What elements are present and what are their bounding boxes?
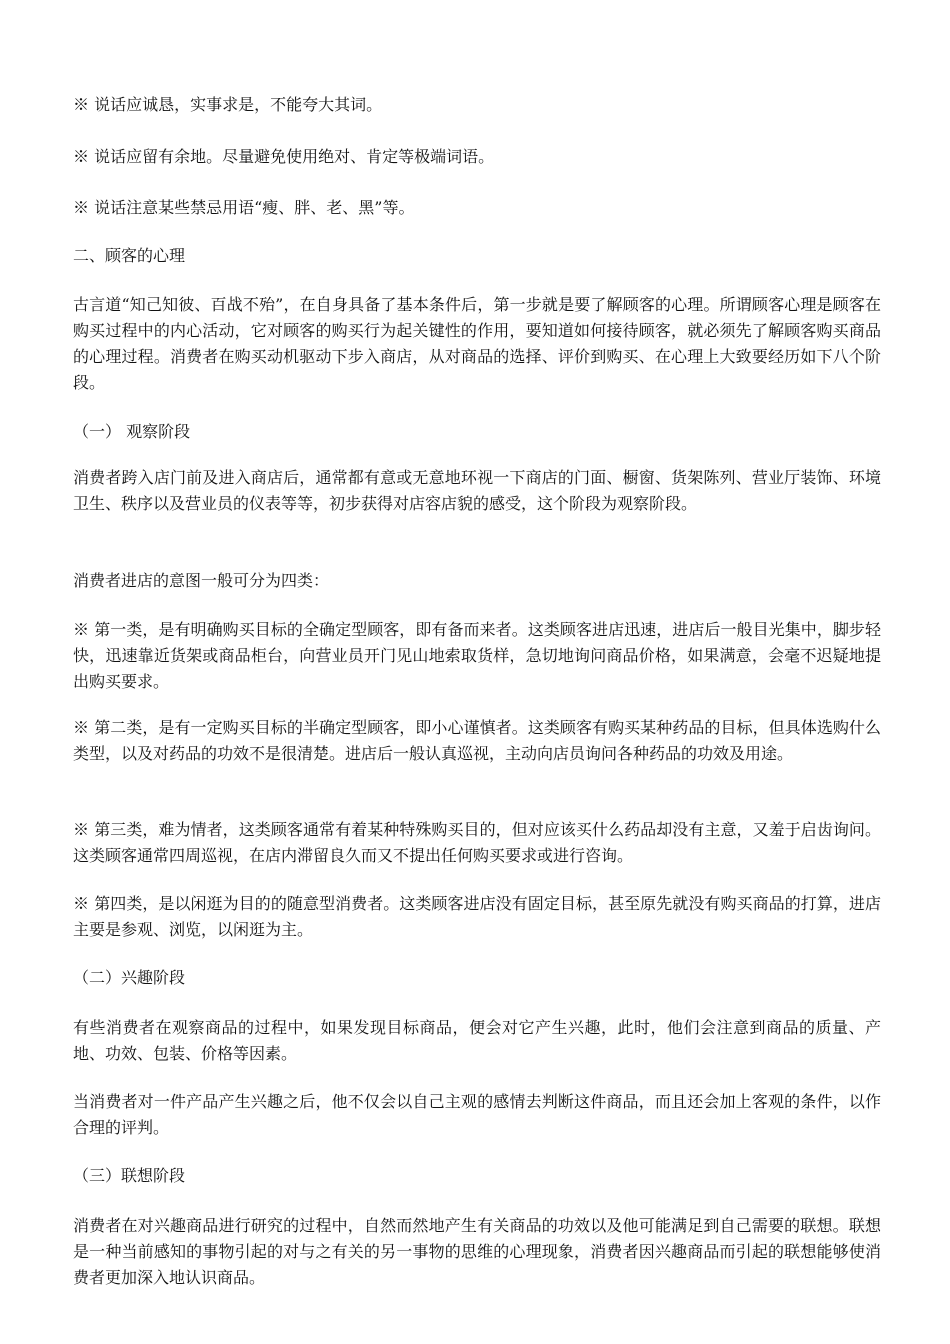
section-heading-psychology: 二、顾客的心理 — [73, 246, 186, 265]
interest-paragraph-two: 当消费者对一件产品产生兴趣之后，他不仅会以自己主观的感情去判断这件商品，而且还会加上客观的条件，以作合理的评判。 — [73, 1092, 881, 1137]
intro-paragraph: 古言道“知己知彼、百战不殆”，在自身具备了基本条件后，第一步就是要了解顾客的心理。所谓顾客心理是顾客在购买过程中的内心活动，它对顾客的购买行为起关键性的作用，要知道如何接待顾客，就必须先了解顾客购买商品的心理过程。消费者在购买动机驱动下步入商店，从对商品的选择、评价到购买、在心理上大致要经历如下八个阶段。 — [73, 295, 881, 392]
category-three: ※ 第三类，难为情者，这类顾客通常有着某种特殊购买目的，但对应该买什么药品却没有主意，又羞于启齿询问。这类顾客通常四周巡视，在店内滞留良久而又不提出任何购买要求或进行咨询。 — [73, 820, 881, 865]
observation-paragraph: 消费者跨入店门前及进入商店后，通常都有意或无意地环视一下商店的门面、橱窗、货架陈列、营业厅装饰、环境卫生、秩序以及营业员的仪表等等，初步获得对店容店貌的感受，这个阶段为观察阶段。 — [73, 468, 881, 513]
subheading-association: （三）联想阶段 — [73, 1166, 186, 1185]
subheading-observation: （一） 观察阶段 — [73, 422, 191, 441]
rule-leave-room: ※ 说话应留有余地。尽量避免使用绝对、肯定等极端词语。 — [73, 147, 495, 166]
rule-sincere: ※ 说话应诚恳，实事求是，不能夸大其词。 — [73, 95, 383, 114]
category-one: ※ 第一类，是有明确购买目标的全确定型顾客，即有备而来者。这类顾客进店迅速，进店后一般目光集中，脚步轻快，迅速靠近货架或商品柜台，向营业员开门见山地索取货样，急切地询问商品价格，如果满意，会毫不迟疑地提出购买要求。 — [73, 620, 881, 691]
category-four: ※ 第四类，是以闲逛为目的的随意型消费者。这类顾客进店没有固定目标，甚至原先就没有购买商品的打算，进店主要是参观、浏览，以闲逛为主。 — [73, 894, 881, 939]
rule-taboo-words: ※ 说话注意某些禁忌用语“瘦、胖、老、黑”等。 — [73, 198, 415, 217]
category-two: ※ 第二类，是有一定购买目标的半确定型顾客，即小心谨慎者。这类顾客有购买某种药品的目标，但具体选购什么类型，以及对药品的功效不是很清楚。进店后一般认真巡视，主动向店员询问各种药品的功效及用途。 — [73, 718, 881, 763]
subheading-interest: （二）兴趣阶段 — [73, 968, 186, 987]
association-paragraph: 消费者在对兴趣商品进行研究的过程中，自然而然地产生有关商品的功效以及他可能满足到自己需要的联想。联想是一种当前感知的事物引起的对与之有关的另一事物的思维的心理现象，消费者因兴趣商品而引起的联想能够使消费者更加深入地认识商品。 — [73, 1216, 881, 1287]
interest-paragraph-one: 有些消费者在观察商品的过程中，如果发现目标商品，便会对它产生兴趣，此时，他们会注意到商品的质量、产地、功效、包装、价格等因素。 — [73, 1018, 881, 1063]
intent-categories-intro: 消费者进店的意图一般可分为四类： — [73, 571, 330, 590]
